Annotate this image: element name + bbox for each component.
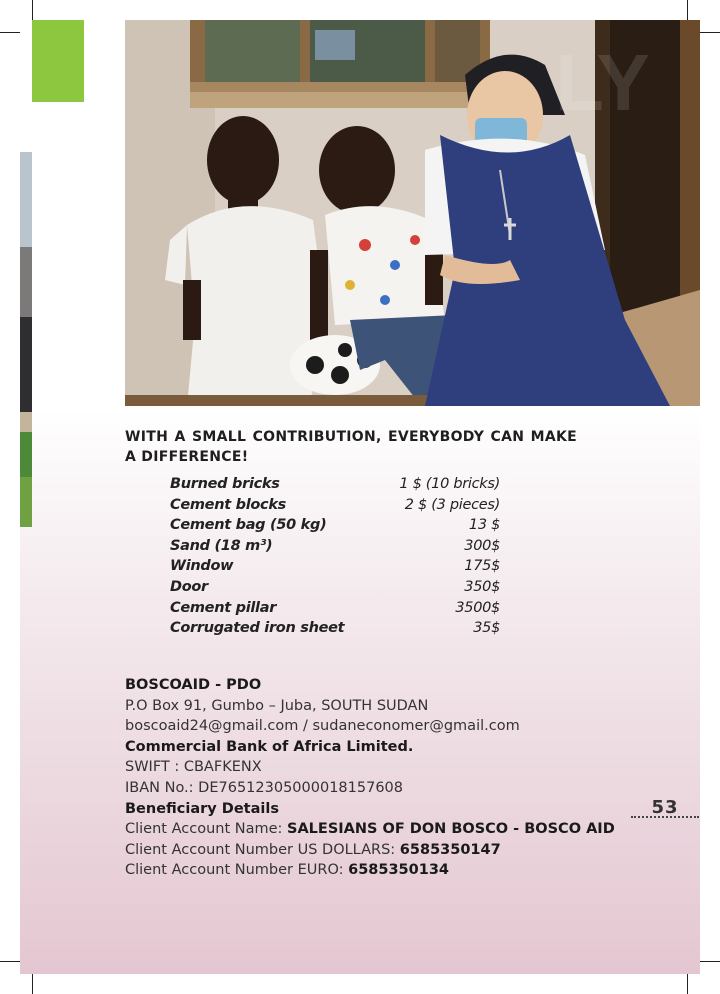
crop-mark [32, 974, 33, 994]
headline-line-2: A DIFFERENCE! [125, 449, 249, 465]
euro-account-number: 6585350134 [348, 862, 450, 879]
crop-mark [0, 32, 20, 33]
price-item: Burned bricks [170, 476, 280, 492]
euro-account-line [125, 860, 645, 881]
email-addresses: boscoaid24@gmail.com / sudaneconomer@gmail.com [125, 718, 520, 735]
crop-mark [32, 0, 33, 20]
children-with-sister-photo [125, 20, 700, 406]
price-item: Window [170, 558, 234, 575]
price-row [170, 517, 500, 538]
price-value: 300$ [464, 537, 500, 554]
price-value: 3500$ [455, 599, 500, 616]
headline-line-1: WITH A SMALL CONTRIBUTION, EVERYBODY CAN MAKE [125, 429, 577, 445]
material-price-list [170, 476, 500, 641]
price-item: Cement bag (50 kg) [170, 517, 327, 534]
donation-contact-block [125, 675, 645, 881]
price-item: Cement pillar [170, 599, 277, 616]
price-value: 350$ [464, 578, 500, 595]
account-name-value: SALESIANS OF DON BOSCO - BOSCO AID [287, 821, 615, 838]
usd-account-label: Client Account Number US DOLLARS: [125, 841, 396, 858]
price-item: Door [170, 578, 208, 595]
price-row [170, 558, 500, 579]
page-number-rule [631, 816, 699, 818]
crop-mark [0, 961, 20, 962]
green-section-tab [32, 20, 84, 102]
account-name-label: Client Account Name: [125, 821, 283, 838]
crop-mark [700, 961, 720, 962]
organization-name: BOSCOAID - PDO [125, 677, 262, 693]
swift-code: SWIFT : CBAFKENX [125, 759, 262, 776]
price-row [170, 620, 500, 641]
adjacent-page-strip [20, 152, 32, 527]
crop-mark [687, 974, 688, 994]
price-value: 1 $ (10 bricks) [399, 476, 500, 492]
contribution-headline [125, 427, 577, 467]
price-item: Corrugated iron sheet [170, 620, 345, 637]
crop-mark [700, 32, 720, 33]
svg-text:LY: LY [555, 38, 650, 127]
account-name-line [125, 819, 645, 840]
usd-account-number: 6585350147 [399, 841, 501, 858]
postal-address: P.O Box 91, Gumbo – Juba, SOUTH SUDAN [125, 697, 429, 714]
euro-account-label: Client Account Number EURO: [125, 862, 344, 879]
price-row [170, 497, 500, 518]
price-row [170, 476, 500, 497]
beneficiary-heading: Beneficiary Details [125, 800, 279, 817]
price-value: 13 $ [468, 517, 500, 534]
price-row [170, 579, 500, 600]
price-row [170, 538, 500, 559]
iban-number: IBAN No.: DE76512305000018157608 [125, 779, 403, 796]
price-item: Cement blocks [170, 496, 287, 513]
bank-name: Commercial Bank of Africa Limited. [125, 738, 414, 755]
price-value: 35$ [473, 620, 500, 637]
usd-account-line [125, 840, 645, 861]
price-item: Sand (18 m³) [170, 537, 273, 554]
price-value: 175$ [464, 558, 500, 575]
page-number: 53 [651, 797, 679, 818]
crop-mark [687, 0, 688, 20]
price-value: 2 $ (3 pieces) [404, 496, 500, 513]
price-row [170, 600, 500, 621]
